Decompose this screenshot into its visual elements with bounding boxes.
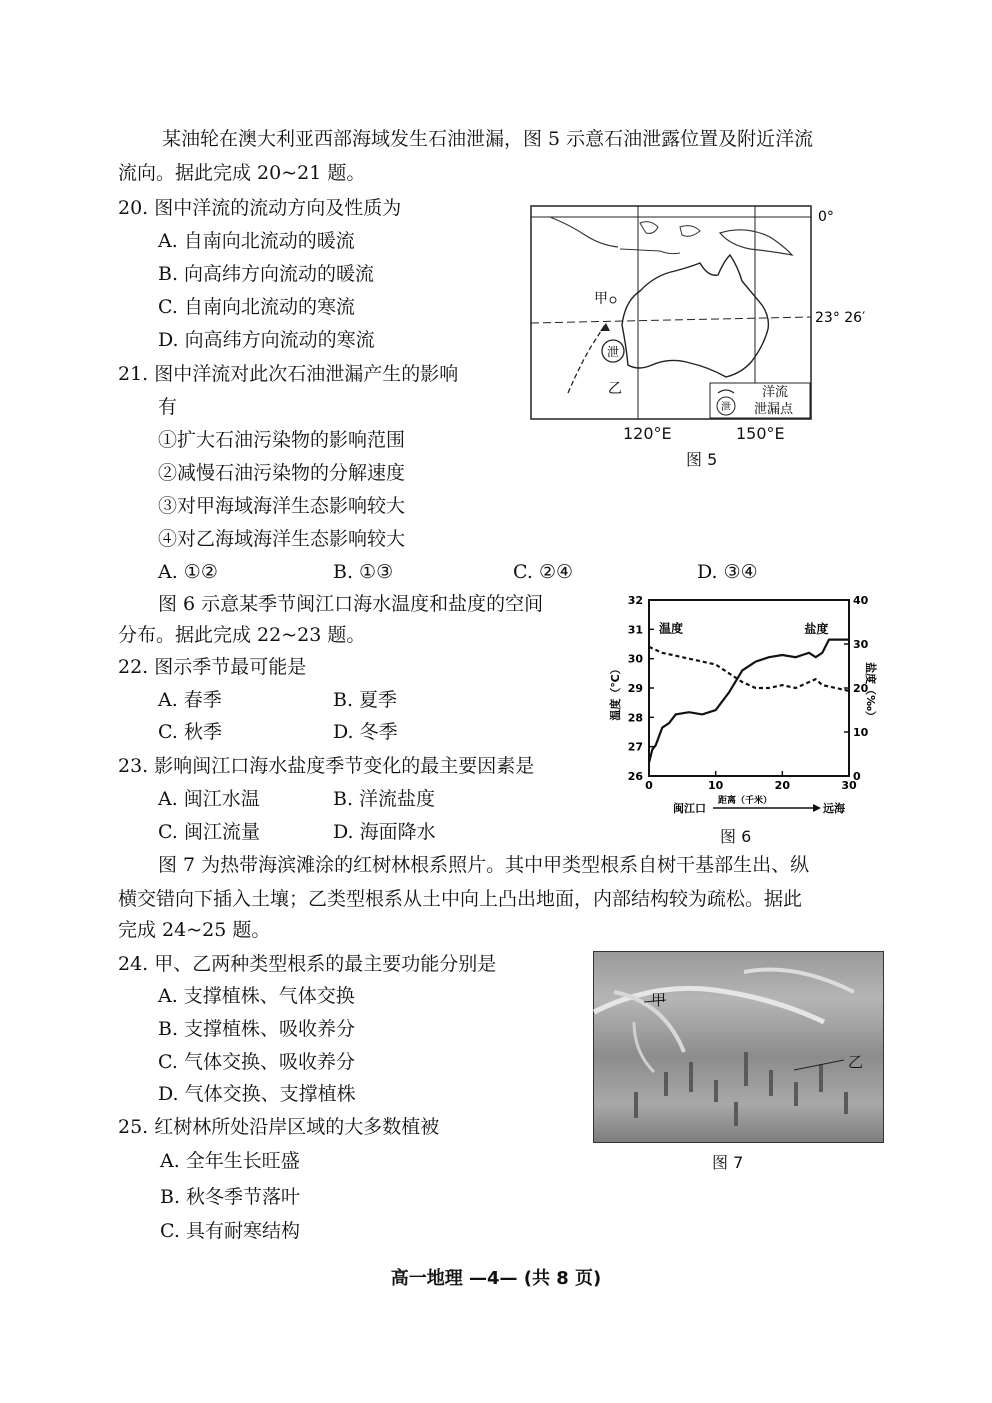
question-25-option-c: C. 具有耐寒结构 [160, 1220, 300, 1242]
pneumatophore [734, 1102, 738, 1126]
question-21-item-3: ③对甲海域海洋生态影响较大 [158, 495, 406, 517]
intro-22-23-line2: 分布。据此完成 22~23 题。 [118, 624, 366, 646]
question-20-option-c: C. 自南向北流动的寒流 [158, 296, 355, 318]
x-tick-label: 30 [841, 779, 857, 792]
y-left-tick-label: 26 [627, 770, 643, 783]
leak-point-symbol: 泄 [606, 345, 620, 359]
pneumatophore [689, 1062, 693, 1092]
question-21-option-d: D. ③④ [697, 561, 758, 583]
question-22-option-b: B. 夏季 [333, 689, 398, 711]
question-24-stem: 24. 甲、乙两种类型根系的最主要功能分别是 [118, 953, 497, 975]
legend-leak-symbol: 泄 [721, 402, 731, 413]
x-right-label: 远海 [823, 802, 845, 815]
x-tick-label: 0 [645, 779, 653, 792]
intro-22-23-line1: 图 6 示意某季节闽江口海水温度和盐度的空间 [158, 593, 544, 615]
question-25-option-a: A. 全年生长旺盛 [160, 1150, 300, 1172]
question-21-option-a: A. ①② [158, 561, 218, 583]
pneumatophore [634, 1092, 638, 1118]
pneumatophore [769, 1070, 773, 1096]
y-right-tick-label: 0 [853, 770, 861, 783]
x-left-label: 闽江口 [673, 802, 706, 815]
intro-20-21-line1: 某油轮在澳大利亚西部海域发生石油泄漏，图 5 示意石油泄露位置及附近洋流 [162, 128, 814, 150]
y-right-tick-label: 30 [853, 638, 869, 651]
pneumatophore [744, 1052, 748, 1086]
mangrove-roots-image [594, 952, 883, 1142]
pneumatophore [819, 1064, 823, 1092]
pneumatophore [794, 1082, 798, 1106]
question-22-option-c: C. 秋季 [158, 721, 222, 743]
y-left-tick-label: 27 [627, 740, 643, 754]
figure-6-caption: 图 6 [720, 827, 752, 846]
question-22-stem: 22. 图示季节最可能是 [118, 656, 307, 678]
y-right-tick-label: 40 [853, 594, 869, 607]
question-21-item-4: ④对乙海域海洋生态影响较大 [158, 528, 406, 550]
question-20-stem: 20. 图中洋流的流动方向及性质为 [118, 197, 402, 219]
figure-5-caption: 图 5 [686, 450, 718, 469]
x-axis-arrowhead [813, 804, 821, 812]
pneumatophore [844, 1092, 848, 1114]
question-23-option-c: C. 闽江流量 [158, 821, 260, 843]
figure-5-map [530, 205, 885, 420]
question-20-option-b: B. 向高纬方向流动的暖流 [158, 263, 375, 285]
figure-7-caption: 图 7 [712, 1153, 744, 1172]
pneumatophore [664, 1072, 668, 1096]
question-21-stem-line2: 有 [158, 396, 178, 418]
question-23-option-b: B. 洋流盐度 [333, 788, 436, 810]
temperature-line [649, 647, 849, 691]
pneumatophore [714, 1080, 718, 1102]
root-arch-4 [634, 1022, 654, 1072]
question-22-option-a: A. 春季 [158, 689, 222, 711]
question-21-option-c: C. ②④ [513, 561, 574, 583]
question-24-option-b: B. 支撑植株、吸收养分 [158, 1018, 356, 1040]
figure-7-photo [593, 951, 884, 1143]
label-lat-tropic: 23° 26′ [815, 310, 866, 326]
question-23-option-a: A. 闽江水温 [158, 788, 260, 810]
y-left-tick-label: 28 [627, 711, 643, 725]
root-arch-3 [744, 970, 854, 993]
question-20-option-a: A. 自南向北流动的暖流 [158, 230, 355, 252]
legend-current-label: 洋流 [762, 385, 789, 400]
label-yi: 乙 [608, 381, 622, 397]
root-arch-1 [594, 988, 824, 1022]
intro-24-25-line2: 横交错向下插入土壤；乙类型根系从土中向上凸出地面，内部结构较为疏松。据此 [118, 888, 803, 910]
y-right-tick-label: 10 [853, 726, 869, 739]
label-lon-120: 120°E [623, 424, 672, 443]
label-lat-0: 0° [818, 209, 834, 225]
y-left-tick-label: 29 [627, 682, 643, 695]
question-21-item-2: ②减慢石油污染物的分解速度 [158, 462, 406, 484]
y-left-axis-title: 温度（℃） [609, 663, 622, 721]
x-tick-label: 20 [774, 779, 790, 792]
y-right-axis-title: 盐度（‰） [864, 662, 877, 722]
legend-leak-label: 泄漏点 [754, 402, 794, 417]
intro-24-25-line1: 图 7 为热带海滨滩涂的红树林根系照片。其中甲类型根系自树干基部生出、纵 [158, 854, 810, 876]
figure-7-label-jia: 甲 [651, 991, 667, 1009]
figure-7-label-yi: 乙 [848, 1053, 864, 1071]
question-22-option-d: D. 冬季 [333, 721, 398, 743]
salinity-series-label: 盐度 [804, 622, 829, 636]
x-tick-label: 10 [708, 779, 724, 792]
question-24-option-c: C. 气体交换、吸收养分 [158, 1051, 355, 1073]
question-23-option-d: D. 海面降水 [333, 821, 436, 843]
y-left-tick-label: 30 [627, 652, 643, 666]
y-left-tick-label: 31 [627, 623, 643, 637]
question-25-stem: 25. 红树林所处沿岸区域的大多数植被 [118, 1116, 440, 1138]
x-axis-title: 距离（千米） [717, 796, 773, 806]
question-24-option-a: A. 支撑植株、气体交换 [158, 985, 355, 1007]
question-21-stem-line1: 21. 图中洋流对此次石油泄漏产生的影响 [118, 363, 459, 385]
question-20-option-d: D. 向高纬方向流动的寒流 [158, 329, 375, 351]
pneumatophores [634, 1052, 848, 1126]
question-23-stem: 23. 影响闽江口海水盐度季节变化的最主要因素是 [118, 755, 535, 777]
y-right-tick-label: 20 [853, 682, 869, 695]
intro-20-21-line2: 流向。据此完成 20~21 题。 [118, 162, 366, 184]
label-jia: 甲 [594, 291, 608, 307]
question-24-option-d: D. 气体交换、支撑植株 [158, 1083, 356, 1105]
question-21-item-1: ①扩大石油污染物的影响范围 [158, 429, 406, 451]
chart-series [649, 640, 849, 763]
figure-6-chart [605, 592, 875, 824]
salinity-line [649, 640, 849, 763]
label-lon-150: 150°E [736, 424, 785, 443]
temperature-series-label: 温度 [659, 621, 684, 636]
y-left-tick-label: 32 [627, 594, 643, 607]
page-footer: 高一地理 —4— (共 8 页) [390, 1268, 602, 1289]
question-25-option-b: B. 秋冬季节落叶 [160, 1186, 301, 1208]
intro-24-25-line3: 完成 24~25 题。 [118, 919, 271, 941]
question-21-option-b: B. ①③ [333, 561, 394, 583]
